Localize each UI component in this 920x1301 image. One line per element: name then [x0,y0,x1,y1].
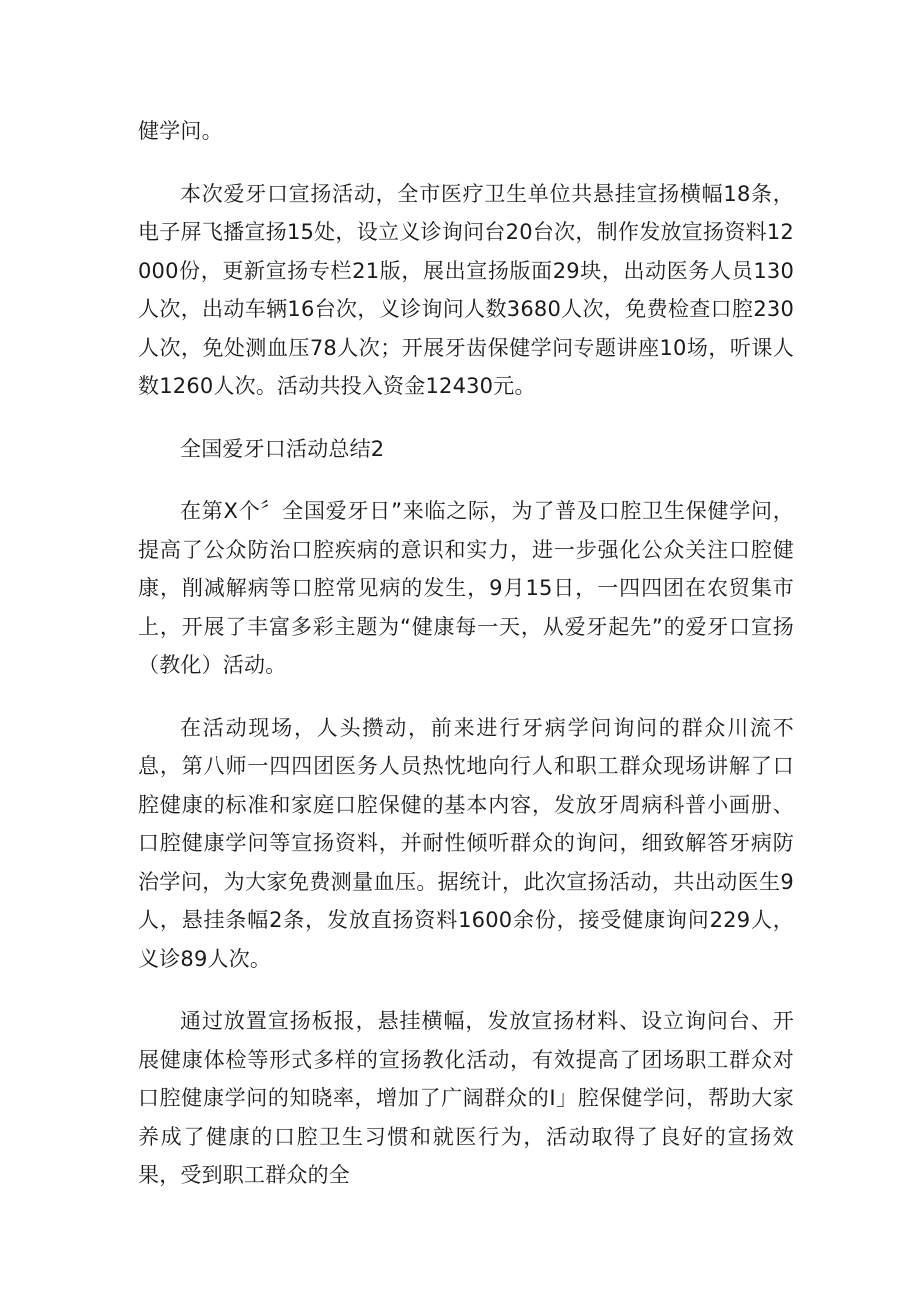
paragraph-conclusion: 通过放置宣扬板报，悬挂横幅，发放宣扬材料、设立询问台、开展健康体检等形式多样的宣扬教化活动，有效提高了团场职工群众对口腔健康学问的知晓率，增加了广阔群众的I」腔保健学问，帮助大家养成了健康的口腔卫生习惯和就医行为，活动取得了良好的宣扬效果，受到职工群众的全 [138,1009,794,1187]
document-body [138,112,794,1195]
paragraph-event-scene: 在活动现场，人头攒动，前来进行牙病学问询问的群众川流不息，第八师一四四团医务人员热忱地向行人和职工群众现场讲解了口腔健康的标准和家庭口腔保健的基本内容，发放牙周病科普小画册、口腔健康学问等宣扬资料，并耐性倾听群众的询问，细致解答牙病防治学问，为大家免费测量血压。据统计，此次宣扬活动，共出动医生9人，悬挂条幅2条，发放直扬资料1600余份，接受健康询问229人，义诊89人次。 [138,715,794,971]
section-heading: 全国爱牙口活动总结2 [180,436,385,461]
paragraph-activity-stats: 本次爱牙口宣扬活动，全市医疗卫生单位共悬挂宣扬横幅18条，电子屏飞播宣扬15处，设立义诊询问台20台次，制作发放宣扬资料12000份，更新宣扬专栏21版，展出宣扬版面29块，出动医务人员130人次，出动车辆16台次，义诊询问人数3680人次，免费检查口腔230人次，免处测血压78人次；开展牙齿保健学问专题讲座10场，听课人数1260人次。活动共投入资金12430元。 [138,181,794,398]
paragraph-continuation: 健学问。 [138,119,223,143]
paragraph-intro: 在第X个〞全国爱牙日”来临之际，为了普及口腔卫生保健学问，提高了公众防治口腔疾病的意识和实力，进一步强化公众关注口腔健康，削减解病等口腔常见病的发生，9月15日，一四四团在农贸集市上，开展了丰富多彩主题为“健康每一天，从爱牙起先”的爱牙口宣扬（教化）活动。 [138,499,794,677]
